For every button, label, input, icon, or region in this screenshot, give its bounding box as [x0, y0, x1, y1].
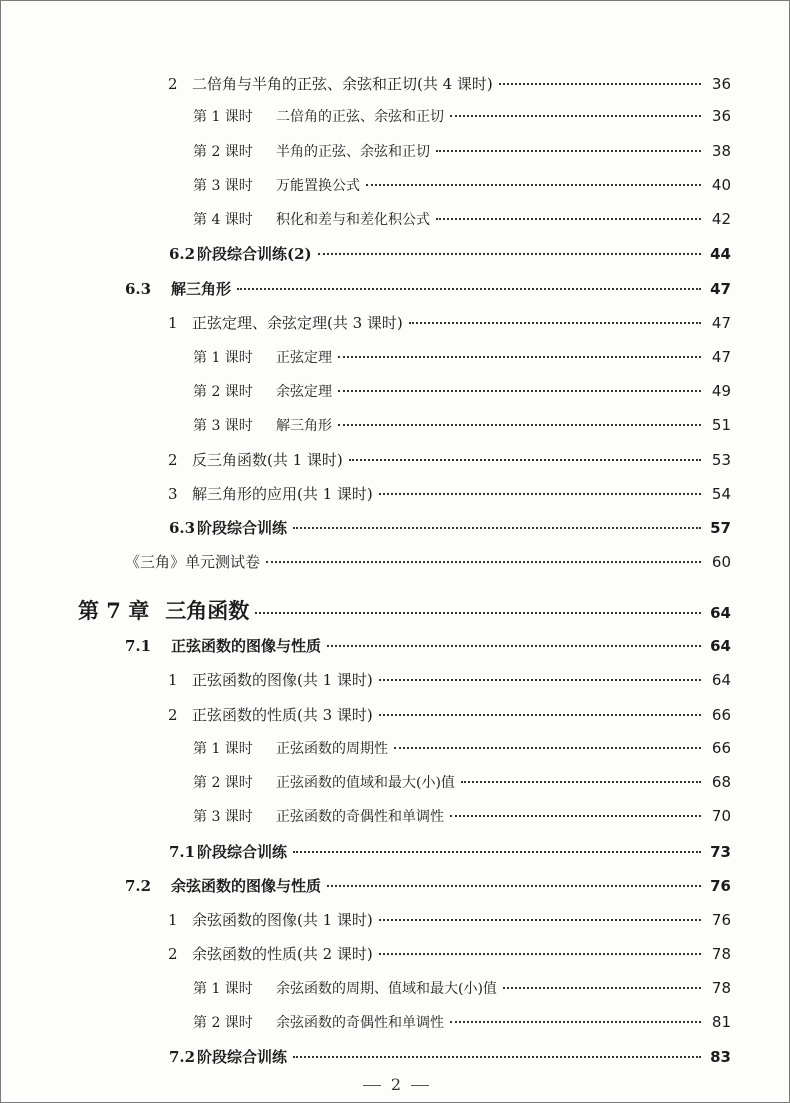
- toc-entry: [168, 669, 731, 690]
- toc-entry: [193, 175, 731, 195]
- entry-page-number: 66: [711, 739, 731, 757]
- entry-page-number: 78: [711, 945, 731, 963]
- entry-page-number: 57: [710, 519, 731, 537]
- footer-page-number: 2: [390, 1075, 402, 1094]
- entry-title: 阶段综合训练: [197, 843, 288, 861]
- entry-page-number: 36: [711, 75, 731, 93]
- chapter-number: 第 7 章: [78, 598, 150, 623]
- entry-number: 2: [168, 451, 178, 469]
- entry-number: 1: [168, 911, 178, 929]
- entry-page-number: 64: [710, 604, 731, 622]
- entry-title: 阶段综合训练(2): [197, 245, 312, 263]
- entry-number: 6.2: [169, 245, 196, 263]
- toc-entry: [125, 551, 731, 572]
- entry-number: 1: [168, 314, 178, 332]
- entry-number: 第 1 课时: [193, 981, 253, 997]
- dot-leader: [499, 83, 701, 85]
- entry-title: 二倍角与半角的正弦、余弦和正切(共 4 课时): [192, 75, 493, 93]
- dot-leader: [237, 288, 701, 290]
- entry-page-number: 68: [711, 773, 731, 791]
- entry-number: 7.2: [125, 877, 152, 895]
- entry-title: 正弦函数的周期性: [276, 741, 388, 757]
- dot-leader: [379, 714, 701, 716]
- dot-leader: [450, 815, 701, 817]
- entry-page-number: 76: [710, 877, 731, 895]
- dot-leader: [327, 885, 701, 887]
- entry-page-number: 47: [710, 280, 731, 298]
- entry-number: 7.2: [169, 1048, 196, 1066]
- entry-number: 2: [168, 706, 178, 724]
- entry-number: 第 1 课时: [193, 109, 253, 125]
- entry-page-number: 81: [711, 1013, 731, 1031]
- footer-dash: [363, 1085, 381, 1086]
- dot-leader: [379, 953, 701, 955]
- toc-entry: [169, 517, 731, 538]
- entry-page-number: 53: [711, 451, 731, 469]
- dot-leader: [379, 919, 701, 921]
- entry-title: 阶段综合训练: [197, 519, 288, 537]
- dot-leader: [379, 679, 701, 681]
- dot-leader: [461, 781, 701, 783]
- entry-title: 正弦函数的性质(共 3 课时): [192, 706, 373, 724]
- entry-page-number: 47: [711, 314, 731, 332]
- dot-leader: [503, 987, 701, 989]
- dot-leader: [318, 253, 701, 255]
- entry-title: 二倍角的正弦、余弦和正切: [276, 109, 444, 125]
- dot-leader: [450, 1021, 701, 1023]
- entry-number: 1: [168, 671, 178, 689]
- toc-entry: [168, 483, 731, 504]
- entry-page-number: 51: [711, 416, 731, 434]
- entry-page-number: 42: [711, 210, 731, 228]
- entry-page-number: 60: [711, 553, 731, 571]
- entry-title: 阶段综合训练: [197, 1048, 288, 1066]
- entry-number: 7.1: [125, 637, 152, 655]
- entry-title: 正弦定理: [276, 350, 332, 366]
- dot-leader: [327, 645, 701, 647]
- entry-title: 余弦定理: [276, 384, 332, 400]
- entry-page-number: 78: [711, 979, 731, 997]
- dot-leader: [436, 150, 701, 152]
- entry-number: 2: [168, 945, 178, 963]
- toc-entry: [193, 738, 731, 758]
- footer-dash: [411, 1085, 429, 1086]
- entry-title: 正弦函数的奇偶性和单调性: [276, 809, 444, 825]
- entry-page-number: 38: [711, 142, 731, 160]
- entry-title: 万能置换公式: [276, 178, 360, 194]
- toc-entry: [193, 415, 731, 435]
- entry-page-number: 36: [711, 107, 731, 125]
- entry-number: 第 3 课时: [193, 178, 253, 194]
- toc-entry: [193, 209, 731, 229]
- toc-entry: [125, 278, 731, 299]
- toc-entry: [168, 449, 731, 470]
- page-footer: [1, 1075, 790, 1094]
- entry-title: 半角的正弦、余弦和正切: [276, 144, 430, 160]
- entry-title: 余弦函数的周期、值域和最大(小)值: [276, 981, 497, 997]
- toc-entry: [168, 943, 731, 964]
- dot-leader: [409, 322, 701, 324]
- entry-title: 余弦函数的图像(共 1 课时): [192, 911, 373, 929]
- entry-title: 正弦定理、余弦定理(共 3 课时): [192, 314, 403, 332]
- dot-leader: [338, 356, 701, 358]
- toc-entry: [125, 635, 731, 656]
- entry-number: 第 2 课时: [193, 1015, 253, 1031]
- dot-leader: [379, 493, 701, 495]
- entry-page-number: 54: [711, 485, 731, 503]
- entry-title: 正弦函数的图像(共 1 课时): [192, 671, 373, 689]
- entry-title: 解三角形: [171, 280, 232, 298]
- dot-leader: [338, 424, 701, 426]
- dot-leader: [293, 527, 701, 529]
- dot-leader: [436, 218, 701, 220]
- entry-number: 7.1: [169, 843, 196, 861]
- toc-entry: [168, 312, 731, 333]
- entry-number: 第 4 课时: [193, 212, 253, 228]
- entry-number: 第 1 课时: [193, 350, 253, 366]
- entry-page-number: 66: [711, 706, 731, 724]
- entry-title: 余弦函数的奇偶性和单调性: [276, 1015, 444, 1031]
- entry-page-number: 40: [711, 176, 731, 194]
- dot-leader: [338, 390, 701, 392]
- entry-number: 第 2 课时: [193, 144, 253, 160]
- entry-title: 余弦函数的图像与性质: [171, 877, 322, 895]
- entry-title: 反三角函数(共 1 课时): [192, 451, 343, 469]
- dot-leader: [255, 612, 701, 614]
- dot-leader: [349, 459, 701, 461]
- toc-entry: [169, 841, 731, 862]
- toc-entry: [168, 73, 731, 94]
- entry-title: 余弦函数的性质(共 2 课时): [192, 945, 373, 963]
- toc-entry: [193, 381, 731, 401]
- toc-entry: [168, 704, 731, 725]
- entry-title: 正弦函数的图像与性质: [171, 637, 322, 655]
- dot-leader: [450, 115, 701, 117]
- entry-page-number: 83: [710, 1048, 731, 1066]
- toc-entry: [168, 909, 731, 930]
- entry-number: 第 2 课时: [193, 384, 253, 400]
- entry-title: 解三角形: [276, 418, 332, 434]
- dot-leader: [366, 184, 701, 186]
- entry-number: 6.3: [169, 519, 196, 537]
- toc-entry: [193, 141, 731, 161]
- entry-number: 第 3 课时: [193, 809, 253, 825]
- toc-chapter-entry: [78, 595, 731, 625]
- entry-title: 解三角形的应用(共 1 课时): [192, 485, 373, 503]
- entry-page-number: 73: [710, 843, 731, 861]
- entry-page-number: 47: [711, 348, 731, 366]
- toc-entry: [193, 1012, 731, 1032]
- entry-title: 积化和差与和差化积公式: [276, 212, 430, 228]
- entry-page-number: 76: [711, 911, 731, 929]
- toc-entry: [169, 1046, 731, 1067]
- entry-title: 《三角》单元测试卷: [125, 553, 261, 571]
- dot-leader: [394, 747, 701, 749]
- entry-page-number: 64: [710, 637, 731, 655]
- entry-number: 第 2 课时: [193, 775, 253, 791]
- entry-page-number: 70: [711, 807, 731, 825]
- toc-entry: [193, 106, 731, 126]
- toc-entry: [169, 243, 731, 264]
- entry-number: 第 1 课时: [193, 741, 253, 757]
- entry-page-number: 49: [711, 382, 731, 400]
- toc-entry: [125, 875, 731, 896]
- entry-page-number: 44: [710, 245, 731, 263]
- entry-page-number: 64: [711, 671, 731, 689]
- entry-number: 2: [168, 75, 178, 93]
- entry-title: 正弦函数的值域和最大(小)值: [276, 775, 455, 791]
- toc-entry: [193, 772, 731, 792]
- toc-entry: [193, 347, 731, 367]
- toc-entry: [193, 978, 731, 998]
- dot-leader: [293, 851, 701, 853]
- dot-leader: [293, 1056, 701, 1058]
- chapter-title: 三角函数: [165, 598, 250, 623]
- entry-number: 3: [168, 485, 178, 503]
- toc-entry: [193, 806, 731, 826]
- dot-leader: [266, 561, 701, 563]
- entry-number: 6.3: [125, 280, 152, 298]
- entry-number: 第 3 课时: [193, 418, 253, 434]
